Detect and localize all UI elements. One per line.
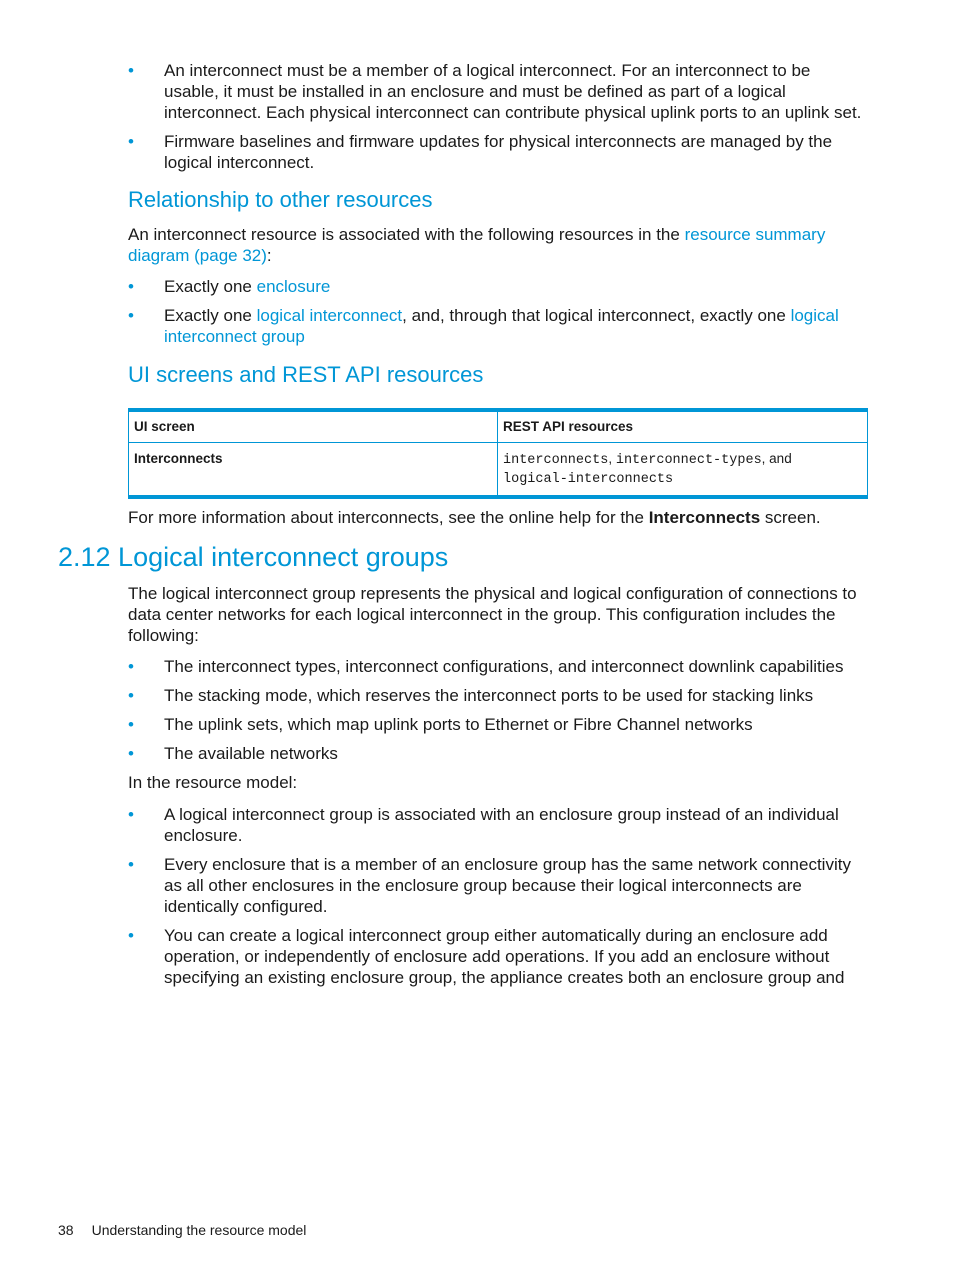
column-header-rest-api: REST API resources [498, 410, 868, 443]
ui-screens-table [128, 408, 868, 499]
column-header-ui-screen: UI screen [129, 410, 498, 443]
bullet-icon: • [128, 132, 134, 151]
relationship-list [128, 276, 868, 355]
top-bullet-list [128, 60, 868, 181]
more-info-paragraph: For more information about interconnects, see the online help for the Interconnects screen. [128, 508, 821, 527]
relationship-heading: Relationship to other resources [128, 187, 433, 212]
list-item: • Exactly one enclosure [128, 277, 331, 296]
bullet-icon: • [128, 277, 134, 296]
chapter-title: Understanding the resource model [91, 1222, 307, 1238]
bullet-icon: • [128, 657, 134, 676]
list-item: • The uplink sets, which map uplink ports to Ethernet or Fibre Channel networks [128, 715, 753, 734]
page-number: 38 [58, 1222, 74, 1238]
section-heading: 2.12 Logical interconnect groups [58, 542, 449, 572]
enclosure-link[interactable]: enclosure [256, 277, 331, 296]
bullet-icon: • [128, 61, 134, 80]
config-list [128, 656, 868, 772]
list-item: • Every enclosure that is a member of an enclosure group has the same network connectivity as all other enclosures in the enclosure group because their logical interconnects are identically configured. [128, 855, 851, 916]
table-header-row [129, 410, 868, 443]
bullet-icon: • [128, 306, 134, 325]
list-item: • You can create a logical interconnect group either automatically during an enclosure add operation, or independently of enclosure add operations. If you add an enclosure without specifying an existing enclosure group, the appliance creates both an enclosure group and [128, 926, 845, 987]
bullet-icon: • [128, 926, 134, 945]
page-footer [58, 1222, 324, 1238]
bullet-icon: • [128, 744, 134, 763]
logical-interconnect-group-link[interactable]: logical interconnect group [164, 306, 839, 346]
list-item: • Firmware baselines and firmware updates for physical interconnects are managed by the logical interconnect. [128, 132, 833, 172]
list-item: • A logical interconnect group is associated with an enclosure group instead of an individual enclosure. [128, 805, 839, 845]
cell-rest-api: interconnects, interconnect-types, and logical-interconnects [498, 443, 868, 498]
list-item: • The interconnect types, interconnect configurations, and interconnect downlink capabilities [128, 657, 844, 676]
model-list [128, 804, 868, 996]
resource-summary-link[interactable]: resource summary diagram (page 32) [128, 225, 826, 265]
table-row [129, 443, 868, 498]
bullet-icon: • [128, 715, 134, 734]
logical-interconnect-link[interactable]: logical interconnect [256, 306, 403, 325]
list-item: • An interconnect must be a member of a logical interconnect. For an interconnect to be usable, it must be installed in an enclosure and must be defined as part of a logical interconnect. Each physical interconnect can contribute physical uplink ports to an uplink set. [128, 61, 862, 122]
model-intro: In the resource model: [128, 773, 298, 792]
list-item: • Exactly one logical interconnect, and, through that logical interconnect, exactly one logical interconnect group [128, 306, 839, 346]
list-item: • The available networks [128, 744, 338, 763]
bullet-icon: • [128, 686, 134, 705]
list-item: • The stacking mode, which reserves the interconnect ports to be used for stacking links [128, 686, 814, 705]
bullet-icon: • [128, 805, 134, 824]
ui-screens-heading: UI screens and REST API resources [128, 362, 484, 387]
cell-ui-screen: Interconnects [129, 443, 498, 498]
section-intro: The logical interconnect group represents the physical and logical configuration of connections to data center networks for each logical interconnect in the group. This configuration includes the following: [128, 584, 857, 645]
relationship-intro: An interconnect resource is associated with the following resources in the resource summary diagram (page 32): [128, 225, 826, 265]
bullet-icon: • [128, 855, 134, 874]
